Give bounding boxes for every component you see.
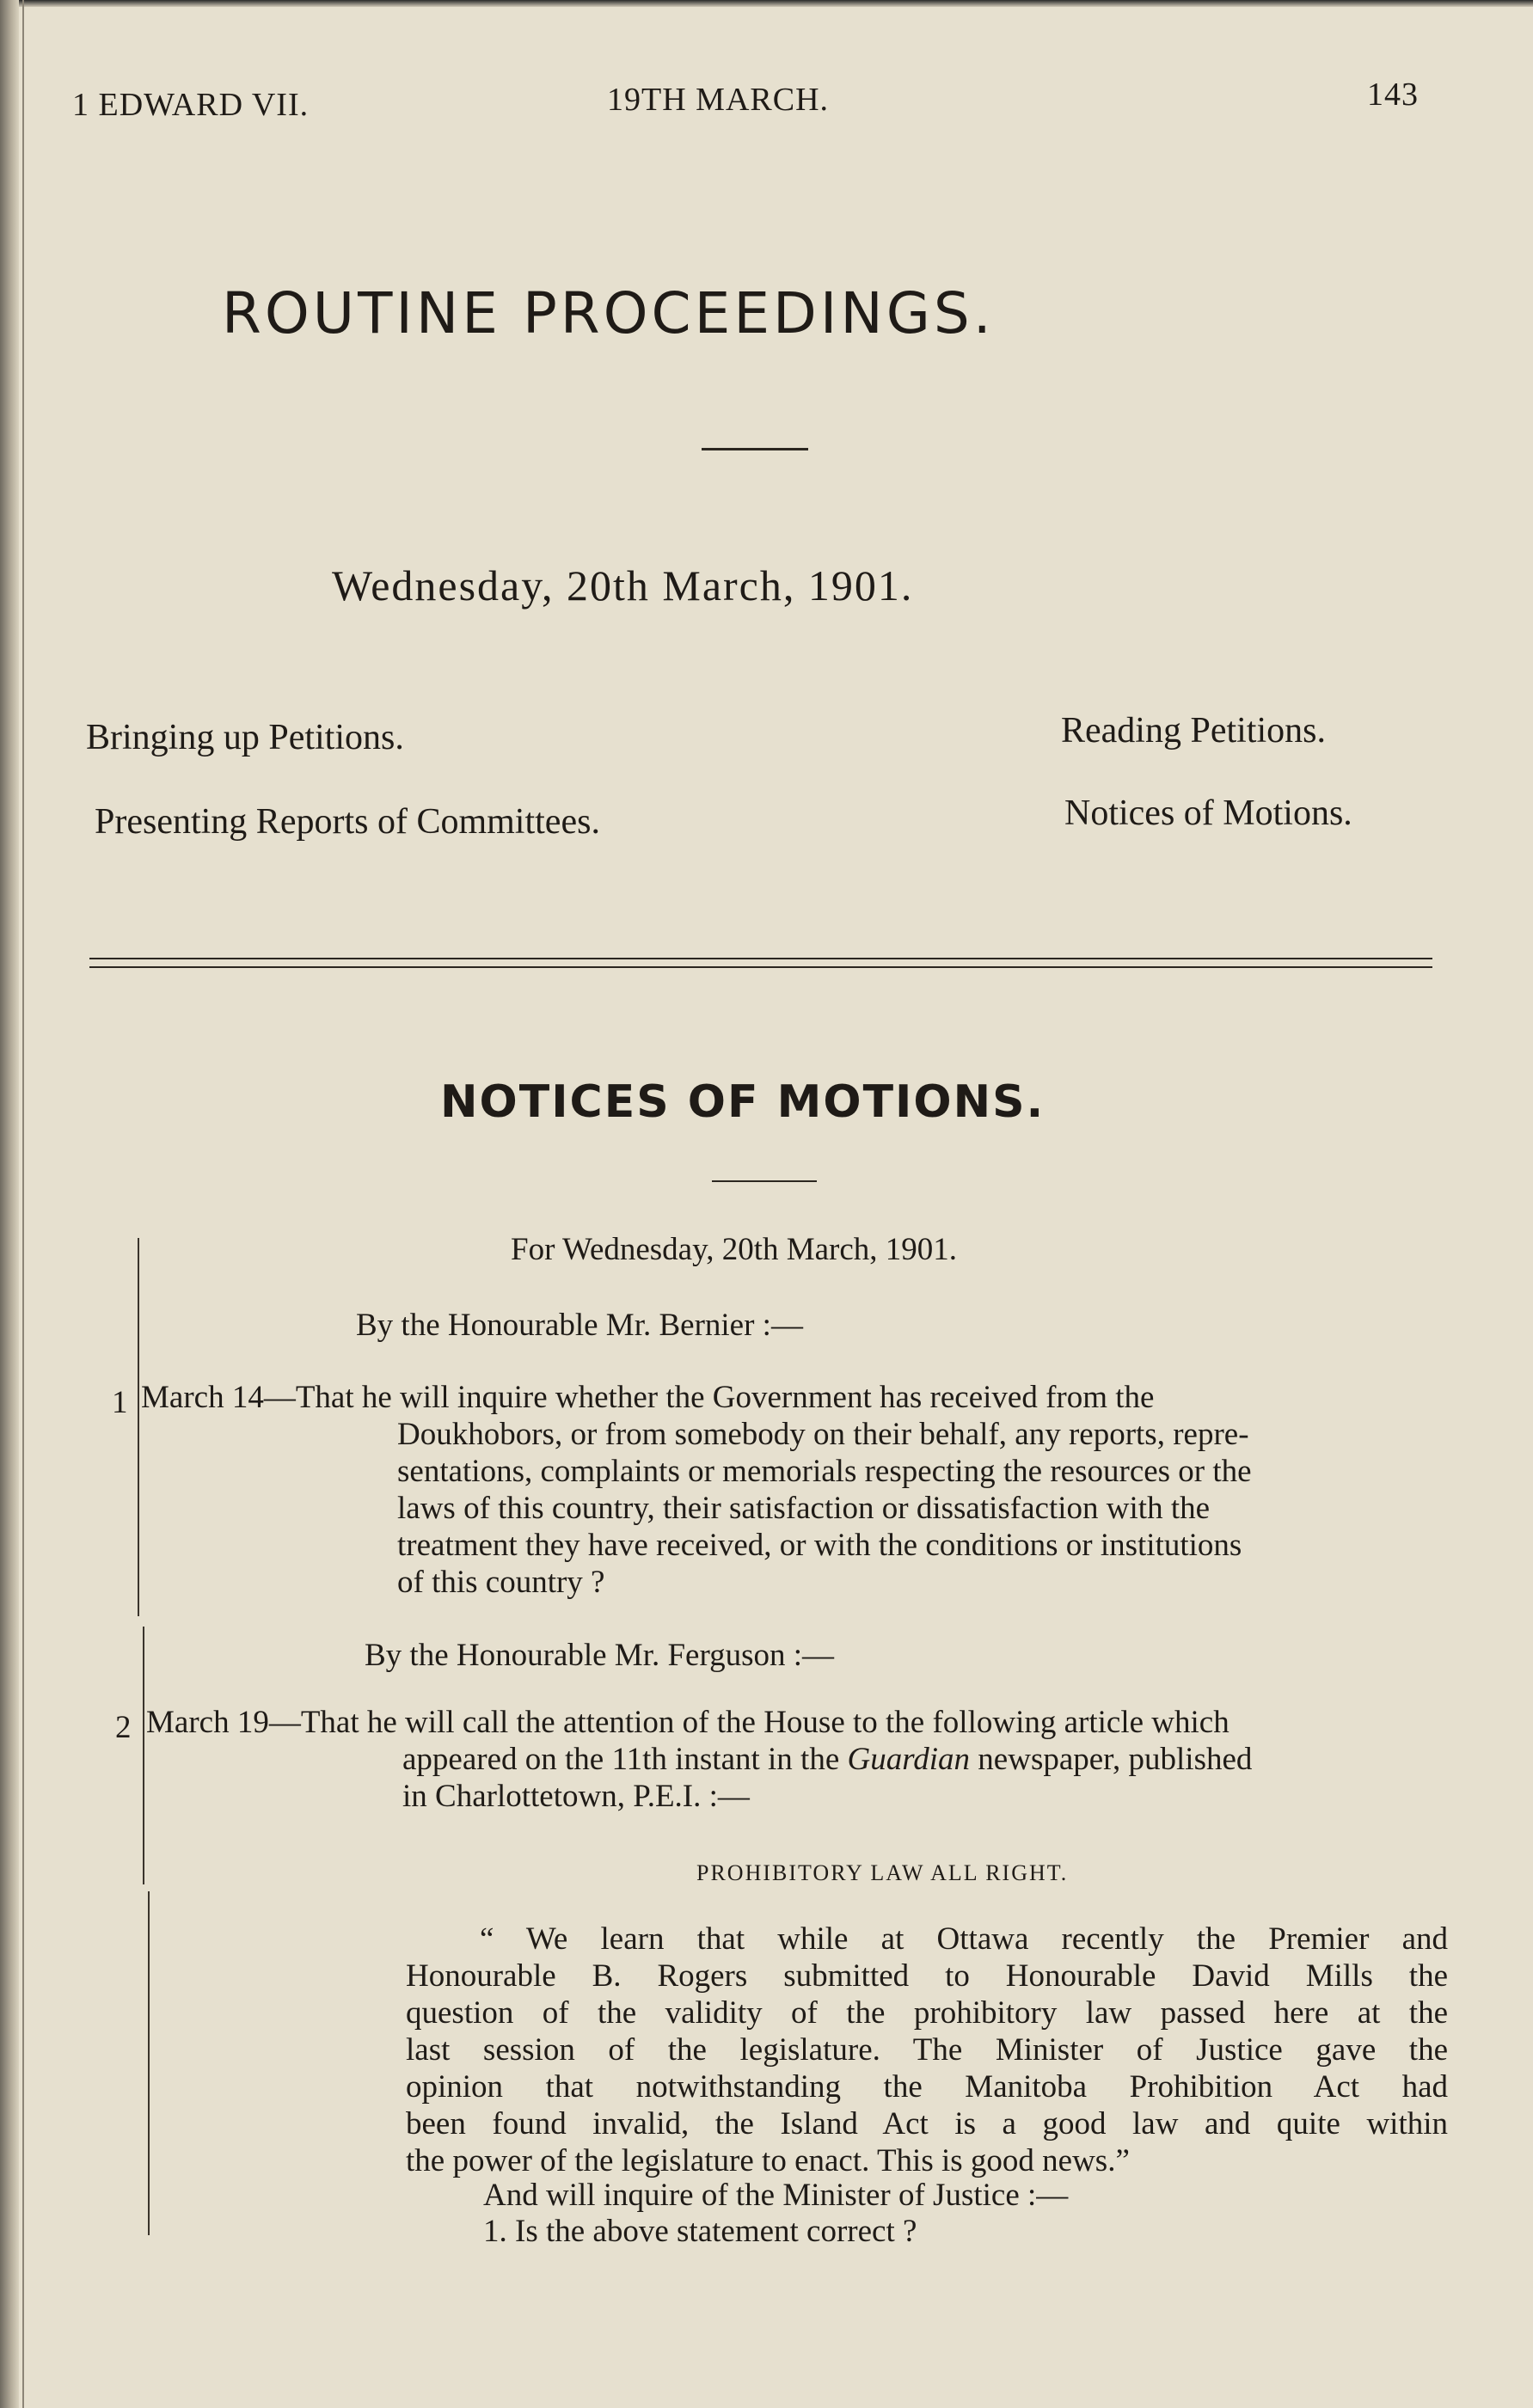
- motion-2-number: 2: [115, 1710, 132, 1745]
- newspaper-name: Guardian: [847, 1742, 971, 1777]
- order-item-reading-petitions: Reading Petitions.: [1061, 711, 1326, 751]
- motion-2-line-2-start: appeared on the 11th instant in the: [402, 1742, 848, 1777]
- motion-2-text: [146, 1704, 1453, 1815]
- order-item-notices-of-motions: Notices of Motions.: [1064, 793, 1352, 833]
- motion-1-number: 1: [112, 1385, 128, 1420]
- motion-1-mover: By the Honourable Mr. Bernier :—: [356, 1308, 803, 1343]
- motion-2-line-3: in Charlottetown, P.E.I. :—: [402, 1779, 750, 1814]
- order-item-bringing-up-petitions: Bringing up Petitions.: [86, 718, 404, 757]
- double-rule-top: [89, 958, 1432, 959]
- for-date-line: For Wednesday, 20th March, 1901.: [511, 1232, 958, 1267]
- follow-up-line: And will inquire of the Minister of Justice :—: [483, 2178, 1069, 2213]
- date-heading: Wednesday, 20th March, 1901.: [332, 561, 914, 610]
- question-1: 1. Is the above statement correct ?: [483, 2214, 917, 2249]
- title-rule: [702, 448, 808, 450]
- motion-1-line-3: sentations, complaints or memorials respecting the resources or the: [397, 1454, 1252, 1489]
- quote-line-3: question of the validity of the prohibitory law passed here at the: [406, 1995, 1448, 2031]
- article-title: PROHIBITORY LAW ALL RIGHT.: [696, 1860, 1069, 1885]
- margin-rule-motion-2: [143, 1627, 144, 1884]
- running-header-center: 19TH MARCH.: [607, 82, 830, 118]
- page-number: 143: [1367, 77, 1419, 113]
- quote-line-7: the power of the legislature to enact. This is good news.”: [406, 2143, 1130, 2178]
- quote-line-5: opinion that notwithstanding the Manitoba Prohibition Act had: [406, 2069, 1448, 2105]
- margin-rule-motion-1: [138, 1238, 139, 1616]
- motion-2-date: March 19—: [146, 1705, 301, 1740]
- margin-rule-quote: [148, 1891, 150, 2235]
- motion-2-line-2: [146, 1741, 1453, 1778]
- double-rule-bottom: [89, 966, 1432, 968]
- motion-1-text: [141, 1379, 1443, 1601]
- article-quote: [406, 1958, 1448, 2179]
- running-header-left: 1 EDWARD VII.: [72, 87, 310, 123]
- motion-2-line-2-end: newspaper, published: [970, 1742, 1253, 1777]
- motion-1-line-1: That he will inquire whether the Government has received from the: [295, 1380, 1155, 1415]
- motion-1-line-2: Doukhobors, or from somebody on their behalf, any reports, repre-: [397, 1417, 1249, 1452]
- motion-1-line-6: of this country ?: [397, 1565, 605, 1600]
- quote-line-1: “ We learn that while at Ottawa recently the Premier and: [480, 1921, 1448, 1957]
- notices-heading: NOTICES OF MOTIONS.: [440, 1076, 1046, 1128]
- quote-line-2: Honourable B. Rogers submitted to Honourable David Mills the: [406, 1958, 1448, 1994]
- motion-1-line-4: laws of this country, their satisfaction or dissatisfaction with the: [397, 1491, 1211, 1526]
- motion-1-date: March 14—: [141, 1380, 296, 1415]
- quote-line-4: last session of the legislature. The Minister of Justice gave the: [406, 2032, 1448, 2068]
- motion-2-mover: By the Honourable Mr. Ferguson :—: [365, 1638, 835, 1673]
- page-title: ROUTINE PROCEEDINGS.: [222, 280, 995, 346]
- quote-line-1-block: [406, 1921, 1448, 1958]
- motion-2-line-1: That he will call the attention of the House to the following article which: [300, 1705, 1229, 1740]
- motion-1-line-5: treatment they have received, or with the conditions or institutions: [397, 1528, 1242, 1563]
- notices-rule: [712, 1180, 817, 1182]
- order-item-presenting-reports: Presenting Reports of Committees.: [95, 802, 600, 842]
- quote-line-6: been found invalid, the Island Act is a good law and quite within: [406, 2106, 1448, 2141]
